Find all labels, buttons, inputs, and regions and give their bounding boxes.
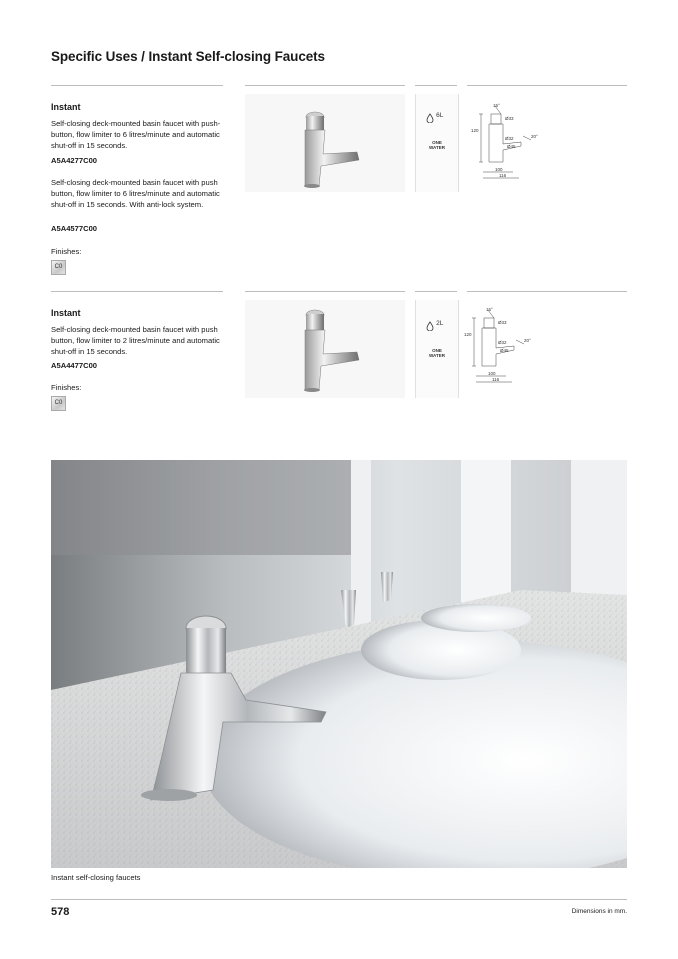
section-1-dim-d-top: Ø33 bbox=[505, 116, 514, 121]
section-1-rule-icons bbox=[415, 85, 457, 86]
section-1-one-water-icon bbox=[417, 140, 457, 150]
footer-rule bbox=[51, 899, 627, 900]
section-2-dim-angle-top: 15° bbox=[486, 307, 493, 312]
dimensions-note: Dimensions in mm. bbox=[571, 908, 627, 915]
section-1-chrome-finish-swatch: C0 bbox=[51, 260, 66, 275]
section-1-dim-angle-side: 20° bbox=[531, 134, 538, 139]
section-2-dim-angle-side: 20° bbox=[524, 338, 531, 343]
section-1-rule-image bbox=[245, 85, 405, 86]
section-2-one-water-icon bbox=[417, 348, 457, 358]
section-2-product-image bbox=[245, 300, 405, 398]
section-1-icon-column bbox=[415, 94, 459, 192]
section-2-rule-icons bbox=[415, 291, 457, 292]
section-2-title: Instant bbox=[51, 308, 81, 318]
section-1-item-2-code: A5A4577C00 bbox=[51, 224, 98, 233]
section-1-item-1-description: Self-closing deck-mounted basin faucet with push-button, flow limiter to 6 litres/minute and automatic shut-off in 15 seconds. bbox=[51, 119, 221, 150]
section-2-flow-label: 2L bbox=[436, 320, 444, 327]
section-1-dim-height: 120 bbox=[471, 128, 479, 133]
section-1-item-2-description: Self-closing deck-mounted basin faucet with push button, flow limiter to 6 litres/minute and automatic shut-off in 15 seconds. With anti-lock system. bbox=[51, 178, 220, 209]
section-2-mode-label-1: ONE bbox=[432, 348, 442, 353]
page-title: Specific Uses / Instant Self-closing Faucets bbox=[51, 49, 325, 64]
section-1-rule-drawing bbox=[467, 85, 627, 86]
section-1-dim-d-mid: Ø32 bbox=[505, 136, 514, 141]
section-2-technical-drawing bbox=[460, 304, 540, 384]
section-1-technical-drawing bbox=[467, 100, 547, 180]
photo-caption: Instant self-closing faucets bbox=[51, 873, 141, 882]
section-1-flow-label: 6L bbox=[436, 112, 444, 119]
section-1-dim-width-2: 116 bbox=[499, 173, 507, 178]
bathroom-photo bbox=[51, 460, 627, 868]
section-2-rule-drawing bbox=[467, 291, 627, 292]
section-1-dim-d-low: Ø45 bbox=[507, 144, 516, 149]
section-1-dim-angle-top: 15° bbox=[493, 103, 500, 108]
section-2-dim-height: 120 bbox=[464, 332, 472, 337]
section-1-dim-width-1: 100 bbox=[495, 167, 503, 172]
section-1-mode-label-1: ONE bbox=[432, 140, 442, 145]
section-2-finishes-label: Finishes: bbox=[51, 383, 82, 392]
section-1-finishes-label: Finishes: bbox=[51, 247, 82, 256]
section-2-dim-d-low: Ø45 bbox=[500, 348, 509, 353]
section-2-dim-d-mid: Ø32 bbox=[498, 340, 507, 345]
section-1-title: Instant bbox=[51, 102, 81, 112]
section-2-item-1-description: Self-closing deck-mounted basin faucet with push button, flow limiter to 2 litres/minute and automatic shut-off in 15 seconds. bbox=[51, 325, 220, 356]
section-2-icon-column bbox=[415, 300, 459, 398]
section-2-chrome-finish-swatch: C0 bbox=[51, 396, 66, 411]
section-2-dim-d-top: Ø33 bbox=[498, 320, 507, 325]
section-2-rule-text bbox=[51, 291, 223, 292]
section-1-mode-label-2: WATER bbox=[429, 145, 445, 150]
page-number: 578 bbox=[51, 906, 70, 918]
section-2-mode-label-2: WATER bbox=[429, 353, 445, 358]
section-2-dim-width-2: 116 bbox=[492, 377, 500, 382]
section-1-item-1-code: A5A4277C00 bbox=[51, 156, 98, 165]
section-2-dim-width-1: 100 bbox=[488, 371, 496, 376]
section-1-rule-text bbox=[51, 85, 223, 86]
section-2-flow-rate bbox=[417, 320, 457, 327]
section-2-item-1-code: A5A4477C00 bbox=[51, 361, 98, 370]
section-1-product-image bbox=[245, 94, 405, 192]
section-1-flow-rate bbox=[417, 112, 457, 119]
section-2-rule-image bbox=[245, 291, 405, 292]
